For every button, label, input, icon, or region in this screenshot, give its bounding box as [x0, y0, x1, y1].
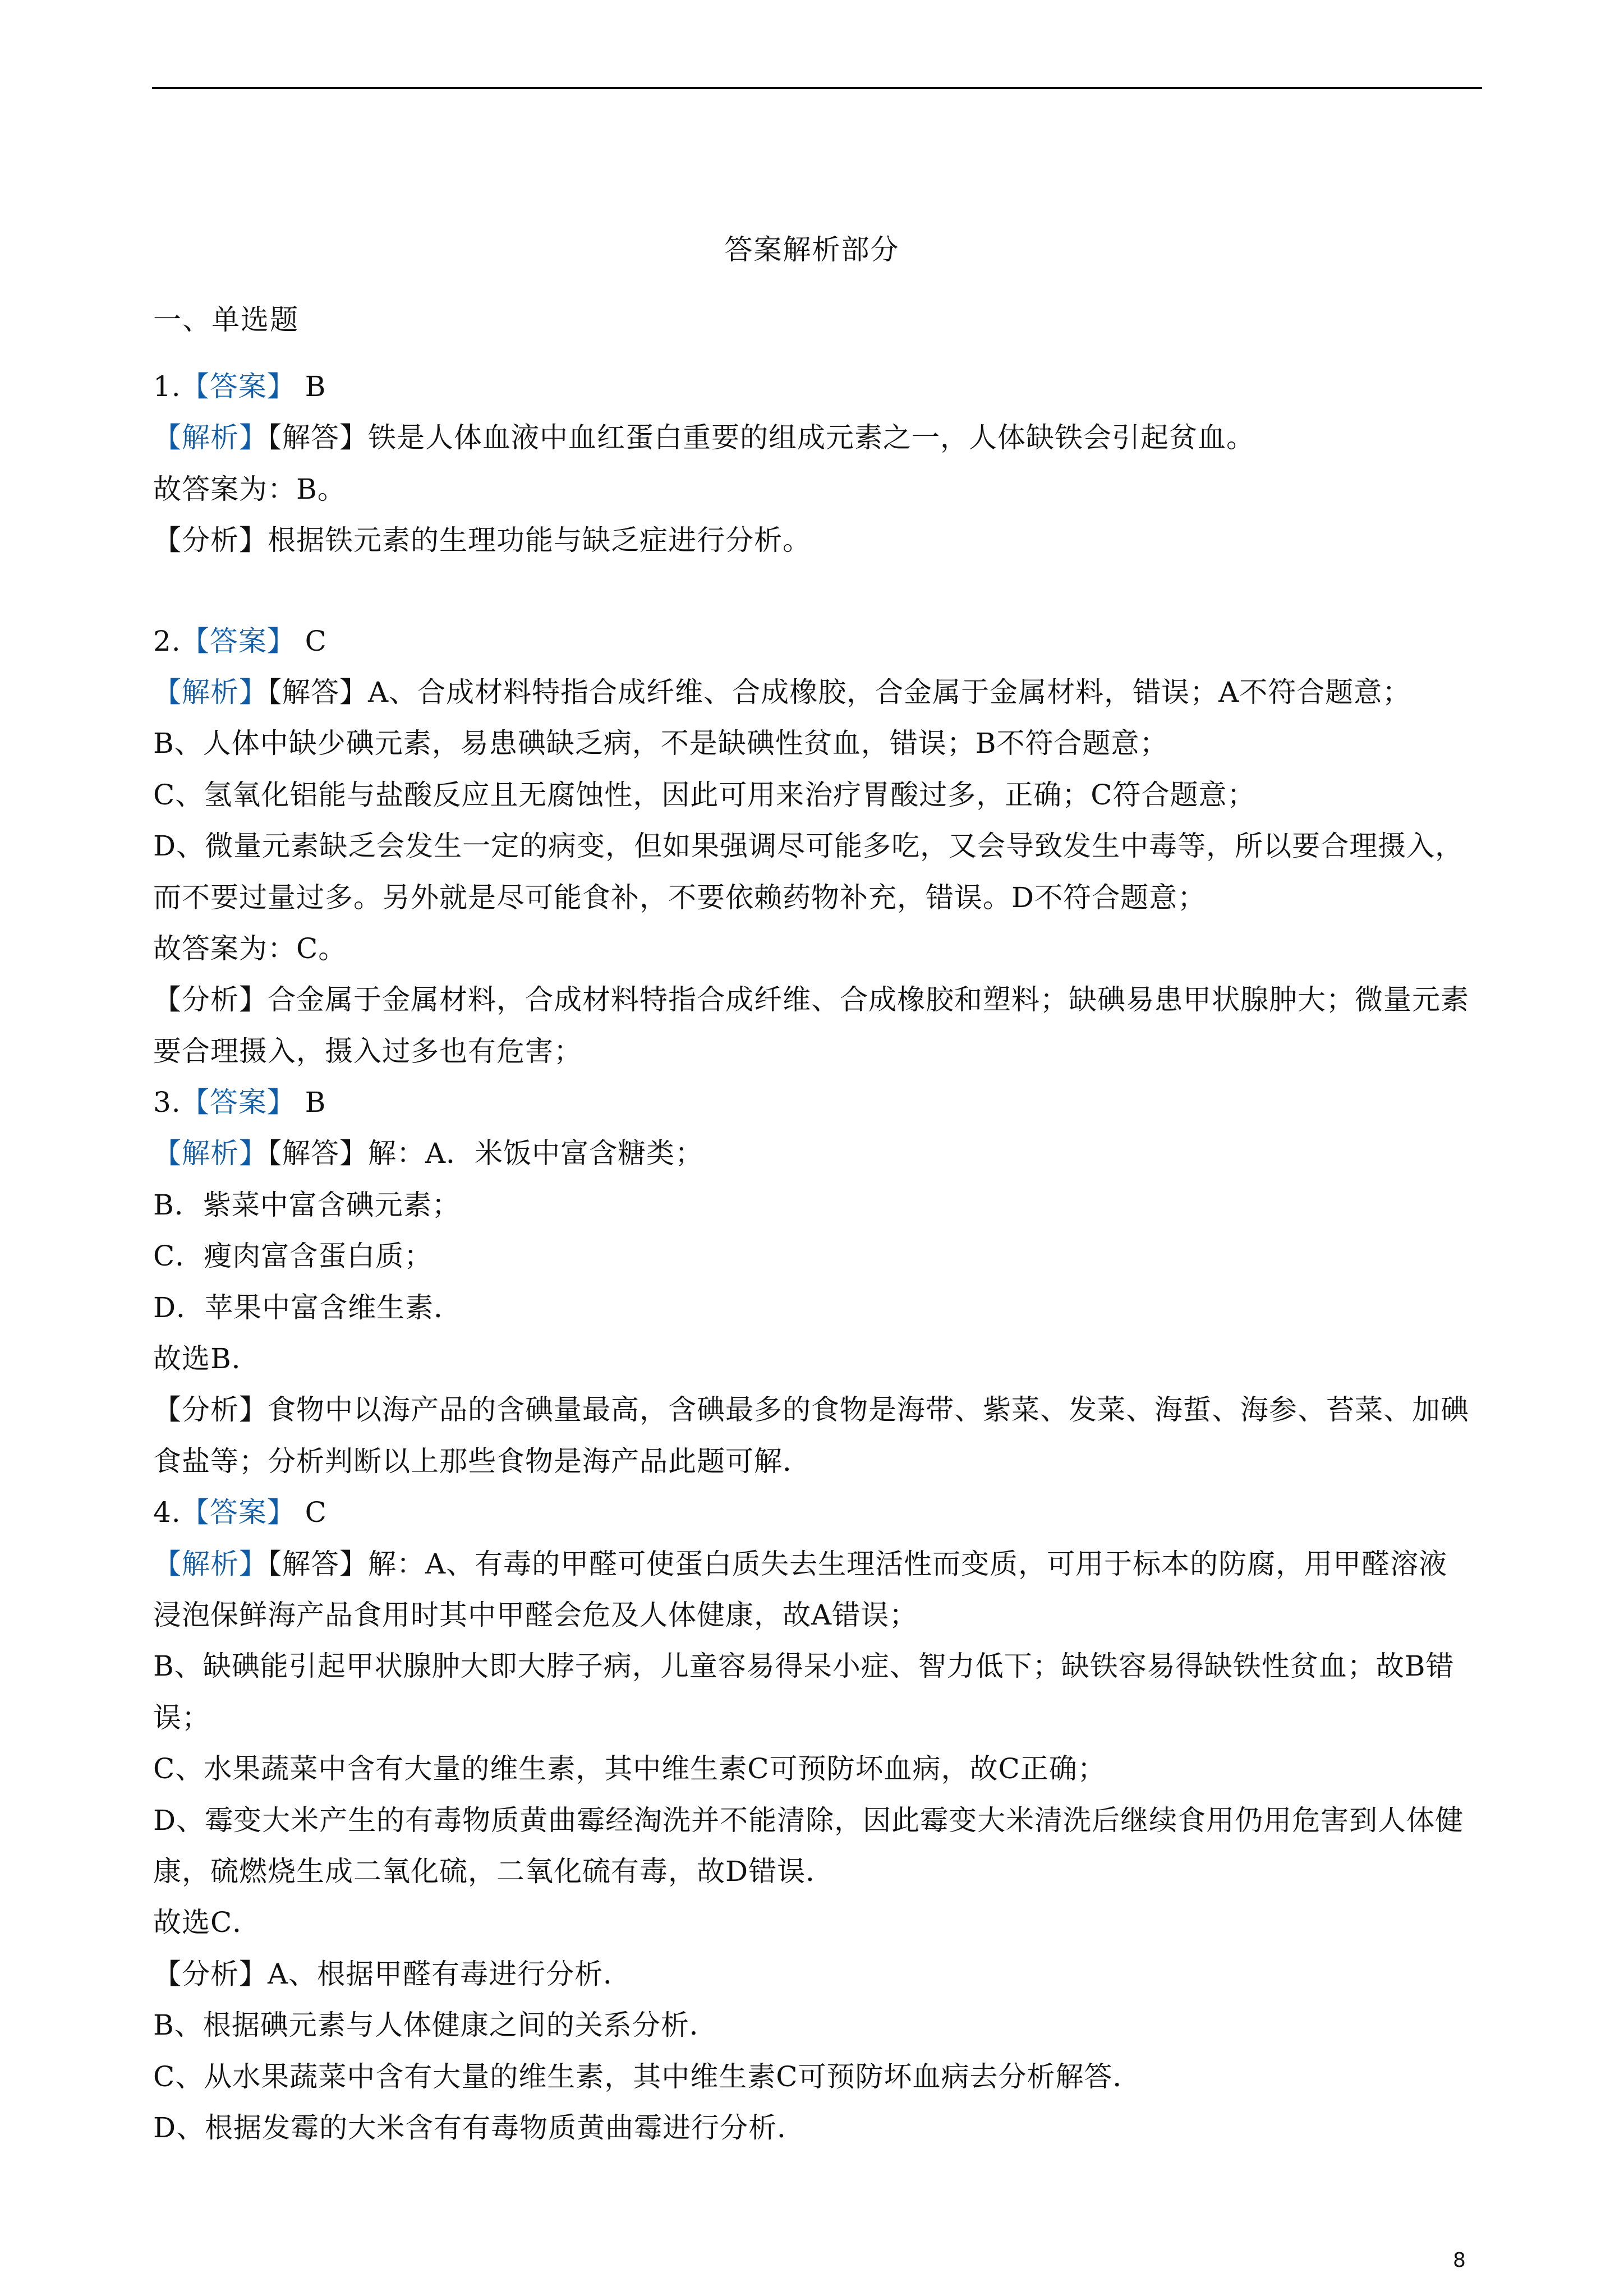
question-header [153, 1487, 1483, 1538]
explanation-line: C、从水果蔬菜中含有大量的维生素，其中维生素C可预防坏血病去分析解答． [153, 2060, 1142, 2093]
explanation-line: 误； [153, 1701, 210, 1734]
answer-tag: 【答案】 [181, 624, 296, 657]
explanation-line: 浸泡保鲜海产品食用时其中甲醛会危及人体健康，故A错误； [153, 1598, 918, 1631]
explanation-line: B、缺碘能引起甲状腺肿大即大脖子病，儿童容易得呆小症、智力低下；缺铁容易得缺铁性贫血；故B错 [153, 1650, 1455, 1683]
explanation-line: 【分析】合金属于金属材料，合成材料特指合成纤维、合成橡胶和塑料；缺碘易患甲状腺肿大；微量元素 [153, 983, 1469, 1016]
explanation-line: C、水果蔬菜中含有大量的维生素，其中维生素C可预防坏血病，故C正确； [153, 1752, 1106, 1786]
header-rule [152, 87, 1482, 89]
answer-tag: 【答案】 [181, 1496, 296, 1529]
explanation-line: D．苹果中富含维生素． [153, 1291, 463, 1324]
explanation-line: 康，硫燃烧生成二氧化硫，二氧化硫有毒，故D错误． [153, 1855, 835, 1888]
answer-value: C [295, 624, 327, 657]
explanation-line: 【分析】食物中以海产品的含碘量最高，含碘最多的食物是海带、紫菜、发菜、海蜇、海参、苔菜、加碘 [153, 1393, 1469, 1427]
question-number: 4. [153, 1496, 181, 1529]
explanation-line: B、人体中缺少碘元素，易患碘缺乏病，不是缺碘性贫血，错误；B不符合题意； [153, 727, 1168, 760]
question-3 [153, 1077, 1483, 1487]
answer-tag: 【答案】 [181, 370, 296, 403]
question-header [153, 361, 1483, 412]
question-number: 2. [153, 624, 181, 657]
explanation-line: 故选C． [153, 1906, 261, 1939]
question-header [153, 1077, 1483, 1128]
explanation-line: 而不要过量过多。另外就是尽可能食补，不要依赖药物补充，错误。D不符合题意； [153, 881, 1207, 914]
question-1 [153, 361, 1483, 567]
analysis-tag: 【解析】 [153, 1137, 268, 1170]
question-2 [153, 616, 1483, 1078]
explanation-line: 【分析】A、根据甲醛有毒进行分析． [153, 1957, 632, 1990]
explanation-line: C、氢氧化铝能与盐酸反应且无腐蚀性，因此可用来治疗胃酸过多，正确；C符合题意； [153, 778, 1256, 811]
question-number: 1. [153, 370, 181, 403]
explanation-line: 故答案为：B。 [153, 472, 346, 505]
section-title: 一、单选题 [153, 303, 299, 336]
analysis-line: 【解析】【解答】铁是人体血液中血红蛋白重要的组成元素之一，人体缺铁会引起贫血。 [153, 421, 1255, 454]
page-title: 答案解析部分 [724, 233, 900, 266]
analysis-line: 【解析】【解答】A、合成材料特指合成纤维、合成橡胶，合金属于金属材料，错误；A不符合题意； [153, 675, 1411, 708]
question-number: 3. [153, 1086, 181, 1119]
explanation-line: 故答案为：C。 [153, 932, 347, 965]
analysis-line: 【解析】【解答】解：A．米饭中富含糖类； [153, 1137, 704, 1170]
page-number: 8 [1453, 2249, 1466, 2272]
question-4 [153, 1487, 1483, 2154]
analysis-line: 【解析】【解答】解：A、有毒的甲醛可使蛋白质失去生理活性而变质，可用于标本的防腐，用甲醛溶液 [153, 1547, 1448, 1580]
explanation-line: 要合理摄入，摄入过多也有危害； [153, 1034, 582, 1068]
explanation-line: D、微量元素缺乏会发生一定的病变，但如果强调尽可能多吃，又会导致发生中毒等，所以要合理摄入， [153, 830, 1464, 863]
answer-value: B [295, 370, 326, 403]
explanation-line: B、根据碘元素与人体健康之间的关系分析． [153, 2009, 718, 2042]
analysis-tag: 【解析】 [153, 421, 268, 454]
explanation-line: 【分析】根据铁元素的生理功能与缺乏症进行分析。 [153, 524, 811, 557]
explanation-line: C．瘦肉富含蛋白质； [153, 1240, 433, 1273]
explanation-line: D、霉变大米产生的有毒物质黄曲霉经淘洗并不能清除，因此霉变大米清洗后继续食用仍用危害到人体健 [153, 1803, 1464, 1837]
answer-value: C [295, 1496, 327, 1529]
answer-value: B [295, 1086, 326, 1119]
question-header [153, 616, 1483, 667]
explanation-line: 故选B． [153, 1342, 260, 1375]
answer-list [153, 361, 1483, 2154]
answer-tag: 【答案】 [181, 1086, 296, 1119]
explanation-line: B．紫菜中富含碘元素； [153, 1188, 461, 1221]
explanation-line: D、根据发霉的大米含有有毒物质黄曲霉进行分析． [153, 2111, 806, 2144]
analysis-tag: 【解析】 [153, 1547, 268, 1580]
explanation-line: 食盐等；分析判断以上那些食物是海产品此题可解． [153, 1444, 811, 1478]
analysis-tag: 【解析】 [153, 675, 268, 708]
